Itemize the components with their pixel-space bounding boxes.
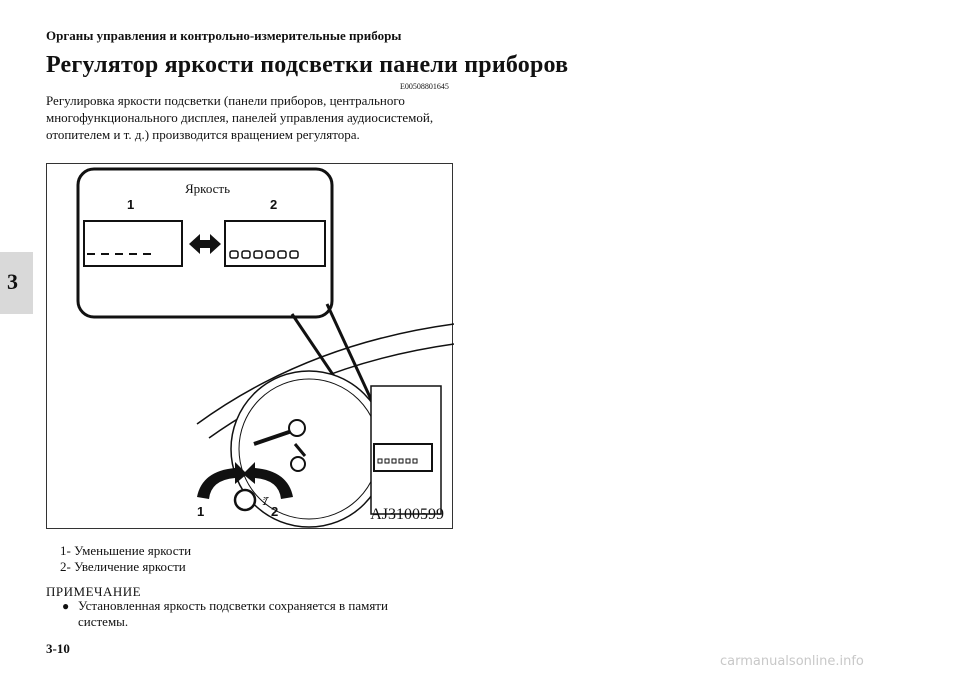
display-bright: [225, 221, 325, 266]
article-title: Регулятор яркости подсветки панели приборов: [46, 52, 569, 78]
article-code: E00508801645: [400, 82, 449, 91]
chapter-tab: [0, 252, 33, 314]
figure-caption: Яркость: [185, 181, 231, 196]
knob-label-2: 2: [271, 504, 279, 519]
article-body: Регулировка яркости подсветки (панели приборов, центрального многофункционального дисплея, панелей управления аудиосистемой, отопителем и т. д.) производится вращением регулятора.: [46, 93, 434, 142]
figure-legend: [60, 543, 191, 575]
bullet-icon: ●: [62, 599, 70, 613]
note-title: ПРИМЕЧАНИЕ: [46, 584, 142, 599]
chapter-number: 3: [7, 269, 18, 294]
knob-label-1: 1: [197, 504, 205, 519]
page-number: 3-10: [46, 641, 70, 656]
legend-item: 2- Увеличение яркости: [60, 559, 186, 574]
note-body: [62, 598, 422, 630]
brightness-figure: [46, 163, 453, 529]
brightness-knob: [235, 490, 255, 510]
display-label-2: 2: [270, 197, 278, 212]
display-label-1: 1: [127, 197, 135, 212]
note-text: Установленная яркость подсветки сохраняется в памяти системы.: [78, 598, 388, 629]
panel-display: [374, 444, 432, 471]
section-header: Органы управления и контрольно-измерительные приборы: [46, 28, 402, 43]
display-dim: [84, 221, 182, 266]
legend-item: 1- Уменьшение яркости: [60, 543, 192, 558]
dashboard-illustration: [47, 164, 454, 530]
figure-code: AJ3100599: [370, 506, 444, 523]
illumination-icon: Ꞽ: [262, 495, 267, 508]
watermark: carmanualsonline.info: [720, 654, 864, 669]
